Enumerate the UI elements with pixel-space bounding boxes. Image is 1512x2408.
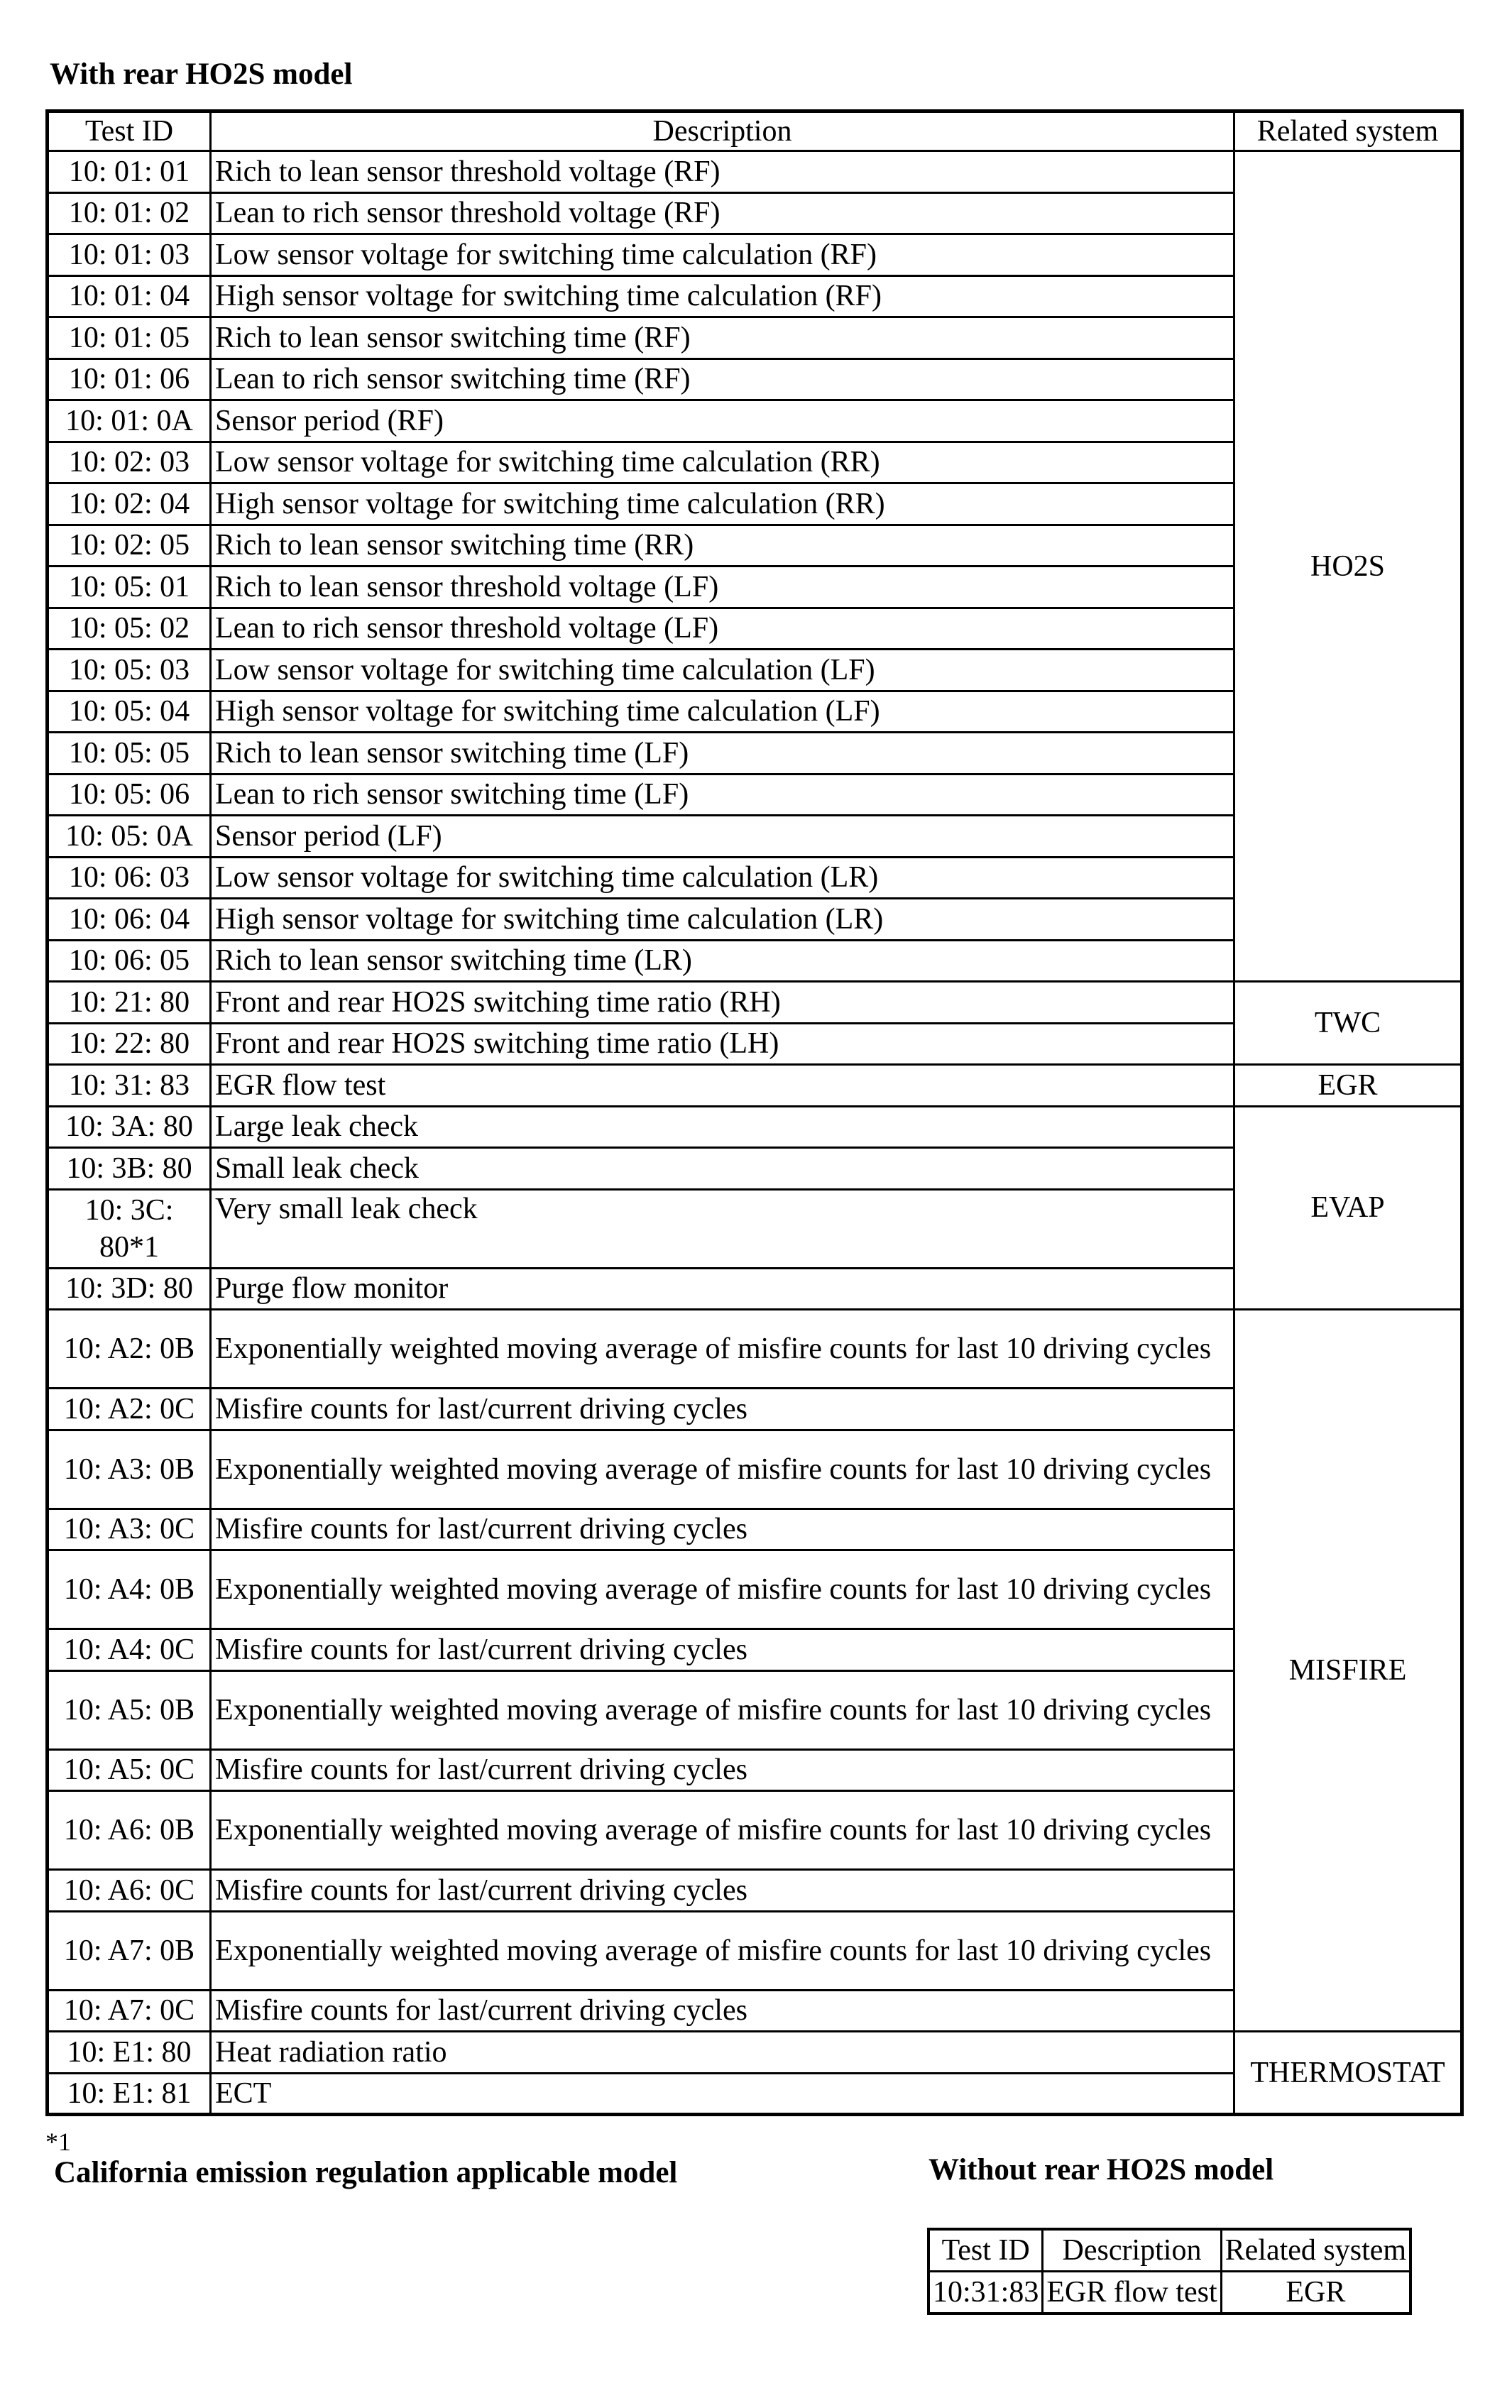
- cell-description: Front and rear HO2S switching time ratio (RH): [211, 982, 1234, 1024]
- small-header-row: [928, 2229, 1410, 2272]
- table-row: [48, 982, 1462, 1024]
- small-header-test-id: Test ID: [928, 2229, 1043, 2272]
- cell-test-id: 10: A2: 0B: [48, 1310, 211, 1389]
- cell-test-id: 10: A3: 0C: [48, 1509, 211, 1550]
- cell-test-id: 10: 31: 83: [48, 1065, 211, 1107]
- cell-description: Misfire counts for last/current driving cycles: [211, 1629, 1234, 1671]
- table-body: [48, 151, 1462, 2115]
- cell-description: Misfire counts for last/current driving cycles: [211, 1509, 1234, 1550]
- cell-test-id: 10: 01: 05: [48, 317, 211, 359]
- cell-description: Sensor period (LF): [211, 816, 1234, 858]
- table-row: [48, 1310, 1462, 1389]
- cell-description: Lean to rich sensor switching time (RF): [211, 359, 1234, 400]
- cell-test-id: 10: A6: 0B: [48, 1791, 211, 1870]
- cell-test-id: 10: 3A: 80: [48, 1106, 211, 1148]
- cell-description: Sensor period (RF): [211, 400, 1234, 442]
- cell-test-id: 10: 22: 80: [48, 1023, 211, 1065]
- cell-description: Heat radiation ratio: [211, 2032, 1234, 2074]
- cell-test-id: 10: A4: 0B: [48, 1550, 211, 1629]
- cell-description: Rich to lean sensor threshold voltage (RF): [211, 151, 1234, 193]
- cell-test-id: 10: A7: 0B: [48, 1911, 211, 1990]
- cell-description: Low sensor voltage for switching time calculation (LR): [211, 857, 1234, 899]
- cell-description: Low sensor voltage for switching time calculation (LF): [211, 650, 1234, 691]
- table-row: [48, 2032, 1462, 2074]
- cell-test-id: 10: 05: 05: [48, 733, 211, 775]
- cell-test-id: 10: A6: 0C: [48, 1870, 211, 1912]
- cell-related-system-egr: EGR: [1234, 1065, 1462, 1107]
- cell-description: Misfire counts for last/current driving cycles: [211, 1870, 1234, 1912]
- cell-description: Misfire counts for last/current driving cycles: [211, 1749, 1234, 1791]
- cell-description: Lean to rich sensor threshold voltage (LF): [211, 608, 1234, 650]
- table-row: [48, 1065, 1462, 1107]
- cell-test-id: 10: A5: 0B: [48, 1670, 211, 1749]
- cell-test-id: 10: 3C: 80*1: [48, 1189, 211, 1268]
- small-cell-test-id: 10:31:83: [928, 2272, 1043, 2314]
- cell-test-id: 10: 01: 0A: [48, 400, 211, 442]
- header-row: [48, 111, 1462, 151]
- cell-description: Purge flow monitor: [211, 1268, 1234, 1310]
- cell-description: Exponentially weighted moving average of misfire counts for last 10 driving cycles: [211, 1430, 1234, 1509]
- cell-description: Lean to rich sensor switching time (LF): [211, 774, 1234, 816]
- small-cell-related-system: EGR: [1221, 2272, 1410, 2314]
- cell-test-id: 10: 01: 01: [48, 151, 211, 193]
- small-table-title: Without rear HO2S model: [928, 2153, 1274, 2187]
- cell-test-id: 10: 05: 02: [48, 608, 211, 650]
- cell-test-id: 10: 05: 03: [48, 650, 211, 691]
- cell-test-id: 10: A7: 0C: [48, 1990, 211, 2032]
- cell-test-id: 10: 02: 03: [48, 442, 211, 483]
- cell-description: Misfire counts for last/current driving cycles: [211, 1389, 1234, 1430]
- footnote-mark: *1: [45, 2128, 71, 2156]
- cell-description: Low sensor voltage for switching time calculation (RF): [211, 234, 1234, 276]
- cell-test-id: 10: 01: 02: [48, 192, 211, 234]
- small-header-description: Description: [1043, 2229, 1221, 2272]
- cell-description: Rich to lean sensor switching time (LF): [211, 733, 1234, 775]
- cell-description: Exponentially weighted moving average of misfire counts for last 10 driving cycles: [211, 1310, 1234, 1389]
- cell-description: Front and rear HO2S switching time ratio (LH): [211, 1023, 1234, 1065]
- cell-test-id: 10: 05: 0A: [48, 816, 211, 858]
- cell-description: Lean to rich sensor threshold voltage (RF): [211, 192, 1234, 234]
- test-id-table: [45, 109, 1464, 2116]
- cell-test-id: 10: 01: 06: [48, 359, 211, 400]
- cell-description: Exponentially weighted moving average of misfire counts for last 10 driving cycles: [211, 1911, 1234, 1990]
- table-row: [48, 1106, 1462, 1148]
- cell-test-id: 10: A3: 0B: [48, 1430, 211, 1509]
- small-cell-description: EGR flow test: [1043, 2272, 1221, 2314]
- cell-description: High sensor voltage for switching time calculation (RR): [211, 483, 1234, 525]
- cell-test-id: 10: 01: 03: [48, 234, 211, 276]
- cell-related-system-evap: EVAP: [1234, 1106, 1462, 1310]
- cell-test-id: 10: 01: 04: [48, 275, 211, 317]
- cell-test-id: 10: 05: 06: [48, 774, 211, 816]
- cell-description: ECT: [211, 2073, 1234, 2115]
- cell-related-system-thermostat: THERMOSTAT: [1234, 2032, 1462, 2115]
- cell-test-id: 10: 02: 05: [48, 525, 211, 567]
- cell-description: EGR flow test: [211, 1065, 1234, 1107]
- cell-test-id: 10: A5: 0C: [48, 1749, 211, 1791]
- small-table-row: [928, 2272, 1410, 2314]
- cell-description: High sensor voltage for switching time calculation (LF): [211, 691, 1234, 733]
- cell-test-id: 10: 3D: 80: [48, 1268, 211, 1310]
- cell-description: Rich to lean sensor switching time (LR): [211, 940, 1234, 982]
- cell-test-id: 10: E1: 81: [48, 2073, 211, 2115]
- cell-test-id: 10: 02: 04: [48, 483, 211, 525]
- cell-description: Small leak check: [211, 1148, 1234, 1190]
- cell-description: Exponentially weighted moving average of misfire counts for last 10 driving cycles: [211, 1791, 1234, 1870]
- header-description: Description: [211, 111, 1234, 151]
- cell-description: Very small leak check: [211, 1189, 1234, 1268]
- header-related-system: Related system: [1234, 111, 1462, 151]
- cell-test-id: 10: 3B: 80: [48, 1148, 211, 1190]
- cell-test-id: 10: 06: 05: [48, 940, 211, 982]
- cell-test-id: 10: 21: 80: [48, 982, 211, 1024]
- cell-description: Exponentially weighted moving average of misfire counts for last 10 driving cycles: [211, 1670, 1234, 1749]
- cell-description: Rich to lean sensor switching time (RR): [211, 525, 1234, 567]
- cell-related-system-twc: TWC: [1234, 982, 1462, 1065]
- cell-related-system-misfire: MISFIRE: [1234, 1310, 1462, 2032]
- cell-description: High sensor voltage for switching time calculation (RF): [211, 275, 1234, 317]
- cell-test-id: 10: A2: 0C: [48, 1389, 211, 1430]
- cell-test-id: 10: 06: 04: [48, 899, 211, 941]
- cell-test-id: 10: 05: 01: [48, 567, 211, 608]
- cell-test-id: 10: E1: 80: [48, 2032, 211, 2074]
- footnote-text: California emission regulation applicable model: [54, 2156, 678, 2189]
- cell-description: Rich to lean sensor threshold voltage (LF): [211, 567, 1234, 608]
- small-header-related-system: Related system: [1221, 2229, 1410, 2272]
- cell-test-id: 10: 05: 04: [48, 691, 211, 733]
- cell-description: Misfire counts for last/current driving cycles: [211, 1990, 1234, 2032]
- cell-description: Exponentially weighted moving average of misfire counts for last 10 driving cycles: [211, 1550, 1234, 1629]
- small-test-id-table: [927, 2228, 1412, 2315]
- main-table-title: With rear HO2S model: [50, 58, 353, 91]
- cell-description: High sensor voltage for switching time calculation (LR): [211, 899, 1234, 941]
- cell-test-id: 10: A4: 0C: [48, 1629, 211, 1671]
- table-row: [48, 151, 1462, 193]
- cell-related-system-ho2s: HO2S: [1234, 151, 1462, 982]
- cell-description: Large leak check: [211, 1106, 1234, 1148]
- cell-description: Low sensor voltage for switching time calculation (RR): [211, 442, 1234, 483]
- cell-test-id: 10: 06: 03: [48, 857, 211, 899]
- cell-description: Rich to lean sensor switching time (RF): [211, 317, 1234, 359]
- header-test-id: Test ID: [48, 111, 211, 151]
